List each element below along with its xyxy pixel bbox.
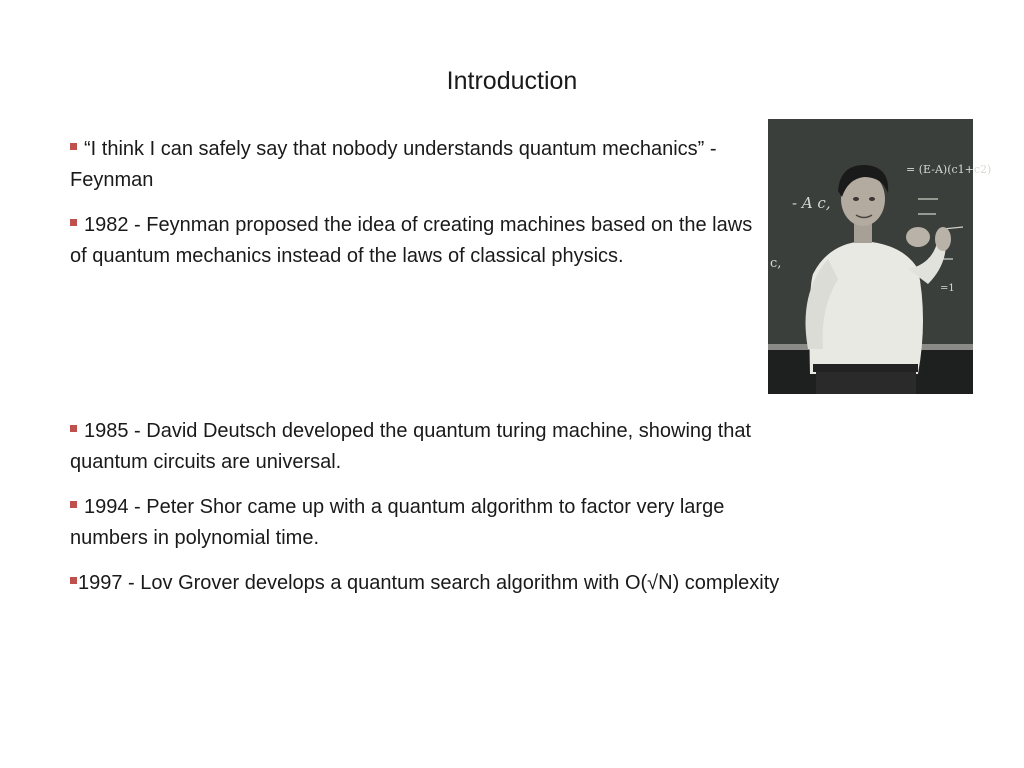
bullet-item: [70, 568, 800, 599]
chalk-text: = (E-A)(c1+c2): [906, 163, 992, 176]
bullet-text: “I think I can safely say that nobody understands quantum mechanics” - Feynman: [70, 138, 717, 191]
square-bullet-icon: [70, 501, 77, 508]
chalk-text: - A c,: [792, 194, 831, 212]
feynman-photo: [768, 119, 992, 394]
chalk-text: c,: [770, 256, 782, 271]
square-bullet-icon: [70, 219, 77, 226]
square-bullet-icon: [70, 577, 77, 584]
bullet-item: [70, 416, 800, 478]
bullet-item: [70, 210, 760, 272]
square-bullet-icon: [70, 143, 77, 150]
feynman-photo-illustration: [768, 119, 992, 394]
bullet-item: [70, 492, 800, 554]
bullet-text: 1982 - Feynman proposed the idea of creating machines based on the laws of quantum mechanics instead of the laws of classical physics.: [70, 214, 753, 267]
bullet-text: 1997 - Lov Grover develops a quantum search algorithm with O(√N) complexity: [78, 572, 780, 594]
lower-bullet-list: [70, 416, 800, 613]
bullet-item: [70, 134, 760, 196]
bullet-text: 1985 - David Deutsch developed the quantum turing machine, showing that quantum circuits are universal.: [70, 420, 752, 473]
bullet-text: 1994 - Peter Shor came up with a quantum algorithm to factor very large numbers in polynomial time.: [70, 496, 725, 549]
slide-title: Introduction: [446, 67, 578, 95]
upper-bullet-list: [70, 134, 760, 286]
square-bullet-icon: [70, 425, 77, 432]
chalk-text: =1: [940, 283, 955, 294]
